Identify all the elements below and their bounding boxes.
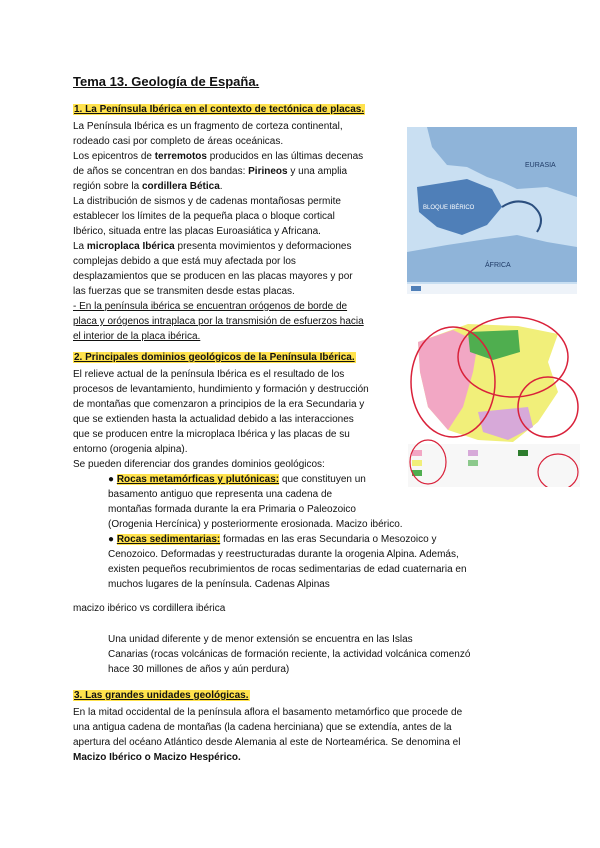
- map2-legend: [408, 444, 580, 487]
- s3-line-1: En la mitad occidental de la península aflora el basamento metamórfico que procede de: [73, 707, 463, 718]
- s2-line-1: El relieve actual de la península Ibérica es el resultado de los: [73, 369, 345, 380]
- s1-line-11: desplazamientos que se producen en las placas mayores y por: [73, 271, 353, 282]
- s1-line-4: de años se concentran en dos bandas: Pirineos y una amplia: [73, 166, 348, 177]
- s2-line-3: de montañas que comenzaron a principios de la era Secundaria y: [73, 399, 365, 410]
- s1-line-6: La distribución de sismos y de cadenas montañosas permite: [73, 196, 341, 207]
- s1-line-7: establecer los límites de la pequeña placa o bloque cortical: [73, 211, 335, 222]
- plate-tectonics-map: [407, 127, 577, 294]
- canarias-line-3: hace 30 millones de años y aún perdura): [108, 664, 290, 675]
- s1-line-5: región sobre la cordillera Bética.: [73, 181, 223, 192]
- s1-line-1: La Península Ibérica es un fragmento de corteza continental,: [73, 121, 343, 132]
- bullet1-line-2: basamento antiguo que representa una cadena de: [108, 489, 333, 500]
- map1-legend-strip: [407, 284, 577, 294]
- s1-underline-1: - En la península ibérica se encuentran orógenos de borde de: [73, 301, 348, 312]
- s2-line-5: que se producen entre la microplaca Ibérica y las placas de su: [73, 429, 350, 440]
- bullet2-label: Rocas sedimentarias:: [116, 534, 221, 545]
- s1-line-3: Los epicentros de terremotos producidos en las últimas decenas: [73, 151, 364, 162]
- canarias-block: [108, 632, 470, 677]
- bullet2-line-1: ● Rocas sedimentarias: formadas en las eras Secundaria o Mesozoico y: [108, 534, 437, 545]
- s2-line-2: procesos de levantamiento, hundimiento y formación y destrucción: [73, 384, 369, 395]
- canarias-line-2: Canarias (rocas volcánicas de formación reciente, la actividad volcánica comenzó: [108, 649, 471, 660]
- note-line: macizo ibérico vs cordillera ibérica: [73, 603, 226, 614]
- map2-legend-swatch-1: [412, 450, 422, 456]
- map2-legend-swatch-5: [468, 460, 478, 466]
- map2-legend-swatch-2: [412, 460, 422, 466]
- section1-body: [73, 119, 364, 344]
- bullet1-line-1: ● Rocas metamórficas y plutónicas: que constituyen un: [108, 474, 366, 485]
- section3-body: [73, 705, 462, 765]
- s3-line-4: Macizo Ibérico o Macizo Hespérico.: [73, 752, 241, 763]
- bullet2-line-3: existen pequeños recubrimientos de rocas sedimentarias de edad cuaternaria en: [108, 564, 467, 575]
- section2-body: [73, 367, 369, 472]
- page-title: Tema 13. Geología de España.: [73, 74, 260, 89]
- s2-line-7: Se pueden diferenciar dos grandes dominios geológicos:: [73, 459, 325, 470]
- section1-heading: 1. La Península Ibérica en el contexto de tectónica de placas.: [74, 104, 365, 115]
- map1-label-africa: ÁFRICA: [485, 262, 511, 269]
- bullet2-line-4: muchos lugares de la península. Cadenas Alpinas: [108, 579, 330, 590]
- map1-legend-swatch: [411, 286, 421, 291]
- bullet1-line-3: montañas formada durante la era Primaria o Paleozoico: [108, 504, 356, 515]
- s1-line-10: complejas debido a que está muy afectada por los: [73, 256, 296, 267]
- bullet-dot-icon: ●: [108, 534, 117, 545]
- map2-legend-swatch-6: [518, 450, 528, 456]
- s2-line-6: entorno (orogenia alpina).: [73, 444, 188, 455]
- map1-label-iberian: BLOQUE IBÉRICO: [423, 205, 475, 211]
- geological-domains-map: [408, 312, 580, 487]
- bullet2-line-2: Cenozoico. Deformadas y reestructuradas durante la orogenia Alpina. Además,: [108, 549, 459, 560]
- map2-legend-swatch-4: [468, 450, 478, 456]
- section2-heading: 2. Principales dominios geológicos de la Península Ibérica.: [74, 352, 355, 363]
- section3-heading: 3. Las grandes unidades geológicas.: [74, 690, 249, 701]
- bullet1-line-4: (Orogenia Hercínica) y posteriormente erosionada. Macizo ibérico.: [108, 519, 403, 530]
- s1-line-9: La microplaca Ibérica presenta movimientos y deformaciones: [73, 241, 352, 252]
- s1-underline-3: el interior de la placa ibérica.: [73, 331, 201, 342]
- bullet1-label: Rocas metamórficas y plutónicas:: [116, 474, 280, 485]
- bullet-dot-icon: ●: [108, 474, 117, 485]
- s2-line-4: que se extienden hasta la actualidad debido a las interacciones: [73, 414, 354, 425]
- canarias-line-1: Una unidad diferente y de menor extensión se encuentra en las Islas: [108, 634, 413, 645]
- bullet-metamorphic: [108, 472, 467, 592]
- s1-line-8: Ibérico, situada entre las placas Euroasiática y Africana.: [73, 226, 321, 237]
- s1-underline-2: placa y orógenos intraplaca por la transmisión de esfuerzos hacia: [73, 316, 364, 327]
- s1-line-2: rodeado casi por completo de áreas oceánicas.: [73, 136, 284, 147]
- map1-label-eurasia: EURASIA: [525, 162, 556, 169]
- s3-line-2: una antigua cadena de montañas (la cadena herciniana) que se extendía, antes de la: [73, 722, 452, 733]
- s1-line-12: las fuerzas que se transmiten desde estas placas.: [73, 286, 295, 297]
- s3-line-3: apertura del océano Atlántico desde Alemania al este de Norteamérica. Se denomina el: [73, 737, 461, 748]
